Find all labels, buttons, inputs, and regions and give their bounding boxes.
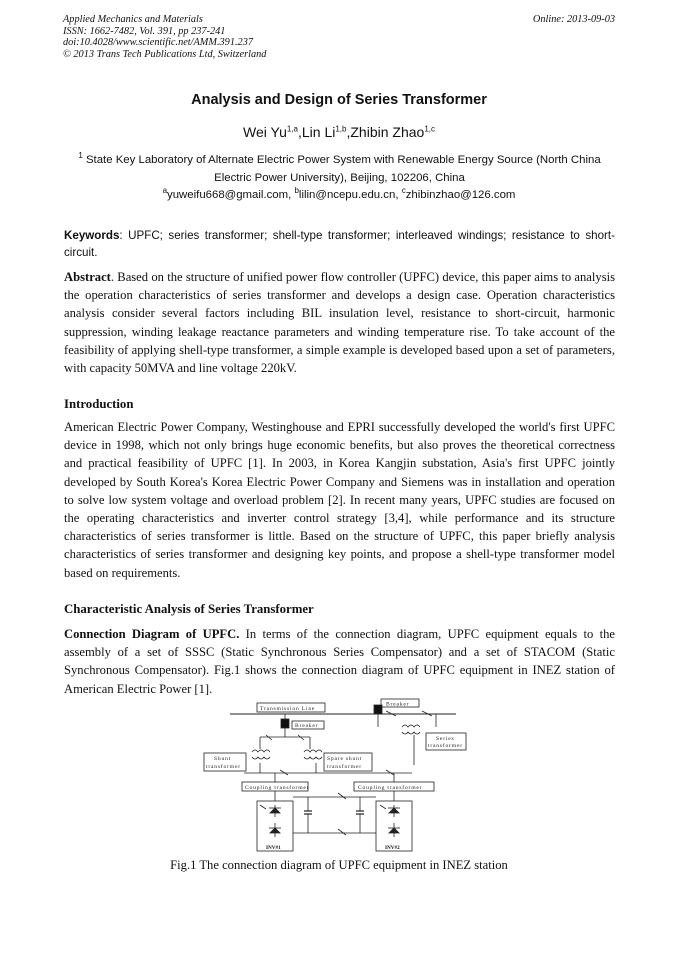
breaker-top: [374, 705, 382, 714]
abstract: [64, 268, 615, 377]
label-transmission-line: Transmission Line: [260, 706, 316, 712]
affiliation: [64, 152, 615, 187]
email-link[interactable]: yuweifu668@gmail.com: [167, 189, 289, 201]
section-paragraph: [64, 625, 615, 698]
upfc-connection-diagram: [200, 697, 470, 853]
label-coupling-right: Coupling transformer: [358, 785, 423, 791]
paper-title: Analysis and Design of Series Transformer: [191, 92, 487, 108]
label-breaker-left: Breaker: [295, 723, 319, 729]
author-name: Zhibin Zhao: [350, 124, 425, 140]
keywords-text: : UPFC; series transformer; shell-type transformer; interleaved windings; resistance to short-circuit.: [64, 229, 615, 259]
section-text: In terms of the connection diagram, UPFC equipment equals to the assembly of a set of SSSC (Static Synchronous Series Compensator) and a set of STACOM (Static Synchronous Compensator). Fig.1 shows the connection diagram of UPFC equipment in INEZ station of American Electric Power [1].: [64, 627, 615, 696]
intro-paragraph: American Electric Power Company, Westinghouse and EPRI successfully developed the world's first UPFC device in 1998, which not only brings huge economic benefits, but also proves the theoretical correctness and practical feasibility of UPFC [1]. In 2003, in Korea Kangjin substation, Asia's first UPFC jointly developed by South Korea's Korea Electric Power Company and Siemens was in installation and operation to solve low system voltage and overload problem [2]. In recent many years, UPFC studies are focused on the operating characteristics and inverter control strategy [3,4], while performance and its structure characteristics of series transformer is little. Based on the structure of UPFC, this paper briefly analysis characteristics of series transformer and designing key points, and propose a shell-type transformer model based on requirements.: [64, 420, 615, 580]
label-coupling-left: Coupling transformer: [245, 785, 310, 791]
label-spare-1: Spare shunt: [327, 756, 363, 762]
email-list: $^a$yuweifu668@gmail.com, $^b$lilin@ncepu.edu.cn, $^c$zhibinzhao@126.com: [162, 186, 516, 201]
author-list: Wei Yu$^{1,a}$,Lin Li$^{1,b}$,Zhibin Zhao$^{1,c}$: [243, 124, 435, 140]
journal-header: [63, 14, 615, 60]
label-series-2: transformer: [428, 743, 463, 749]
section-heading: Characteristic Analysis of Series Transformer: [64, 602, 314, 616]
copyright-line: © 2013 Trans Tech Publications Ltd, Switzerland: [63, 48, 267, 60]
author-name: Lin Li: [301, 124, 336, 140]
abstract-label: Abstract: [64, 270, 111, 284]
author-name: Wei Yu: [243, 124, 287, 140]
keywords: [64, 227, 615, 261]
label-shunt-1: Shunt: [214, 756, 232, 762]
email-link[interactable]: zhibinzhao@126.com: [405, 189, 516, 201]
author-sup: 1,b: [335, 124, 347, 134]
affiliation-text: State Key Laboratory of Alternate Electric Power System with Renewable Energy Source (North China Electric Power University), Beijing, 102206, China: [85, 154, 601, 184]
affiliation-sup: 1: [78, 151, 83, 161]
label-series-1: Series: [436, 736, 455, 742]
email-sup: a: [162, 186, 168, 196]
label-breaker-top: Breaker: [386, 701, 410, 708]
intro-heading: Introduction: [64, 397, 134, 411]
issn-line: ISSN: 1662-7482, Vol. 391, pp 237-241: [63, 25, 226, 37]
label-inv2: INV#2: [385, 845, 400, 851]
online-date: Online: 2013-09-03: [532, 14, 615, 25]
author-sup: 1,a: [286, 124, 298, 134]
doi-line: doi:10.4028/www.scientific.net/AMM.391.237: [63, 37, 253, 48]
abstract-text: . Based on the structure of unified power flow controller (UPFC) device, this paper aims to analysis the operation characteristics of series transformer and develops a design case. Operation characteristics analysis consider several factors including BIL insulation level, resistance to short-circuit, harmonic suppression, winding leakage reactance parameters and winding temperature rise. To take account of the feasibility of applying shell-type transformer, a simple example is developed based upon a set of parameters, with capacity 50MVA and line voltage 220kV.: [64, 270, 615, 376]
label-shunt-2: transformer: [206, 764, 241, 770]
email-sup: b: [294, 186, 299, 196]
email-link[interactable]: lilin@ncepu.edu.cn: [298, 189, 396, 201]
keywords-label: Keywords: [64, 229, 120, 242]
email-sup: c: [401, 186, 406, 196]
label-inv1: INV#1: [266, 845, 281, 851]
subsection-label: Connection Diagram of UPFC.: [64, 627, 240, 641]
figure-caption: Fig.1 The connection diagram of UPFC equipment in INEZ station: [170, 858, 508, 872]
label-spare-2: transformer: [327, 764, 362, 770]
breaker-left: [281, 719, 289, 728]
author-sup: 1,c: [424, 124, 435, 134]
journal-name: Applied Mechanics and Materials: [63, 14, 203, 25]
